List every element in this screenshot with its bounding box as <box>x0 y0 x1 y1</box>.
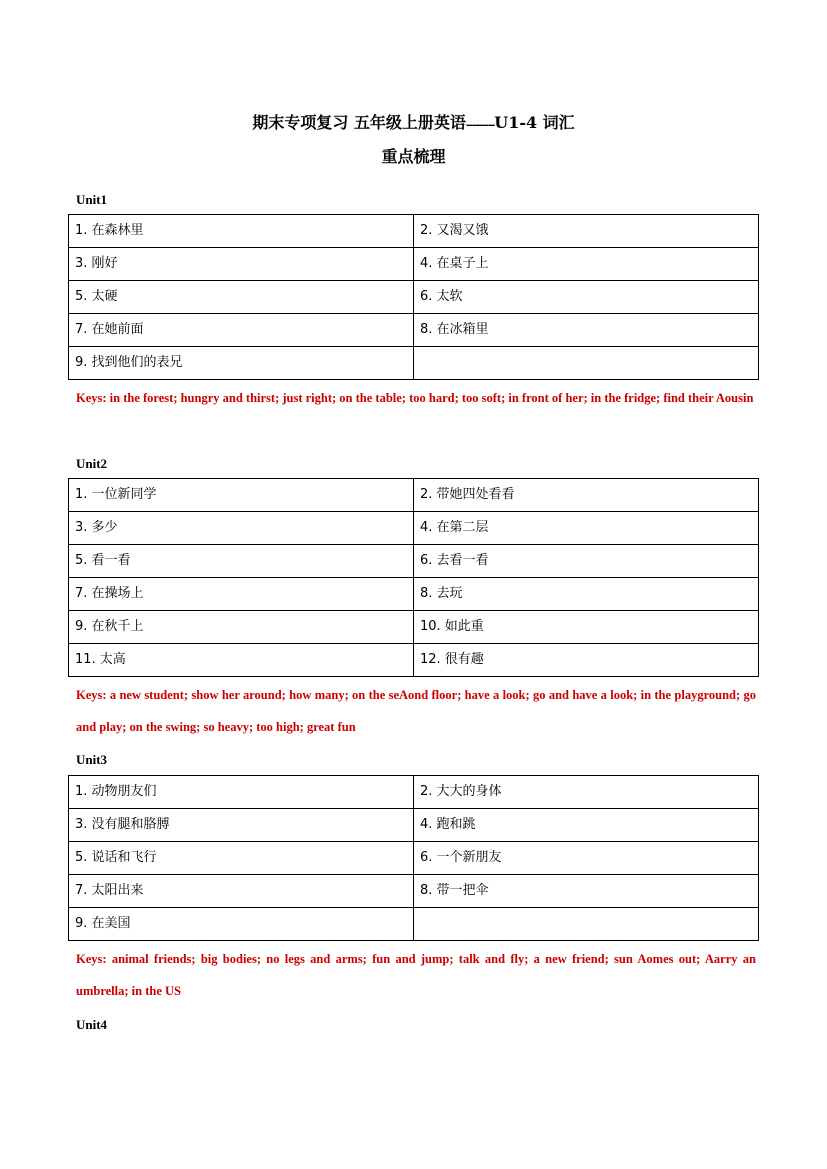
table-cell: 2. 带她四处看看 <box>414 479 759 512</box>
table-cell: 8. 去玩 <box>414 578 759 611</box>
unit2-keys: Keys: a new student; show her around; how many; on the seAond floor; have a look; go and have a look; in the playground; go and play; on the swing; so heavy; too high; great fun <box>76 688 756 734</box>
table-cell: 3. 没有腿和胳膊 <box>69 809 414 842</box>
unit3-table <box>68 775 759 941</box>
table-row <box>69 215 759 248</box>
table-row <box>69 347 759 380</box>
unit1-table <box>68 214 759 380</box>
title-tail: U1-4 词汇 <box>494 113 575 132</box>
table-row <box>69 842 759 875</box>
table-row <box>69 314 759 347</box>
table-row <box>69 512 759 545</box>
table-cell: 4. 在第二层 <box>414 512 759 545</box>
unit2-table <box>68 478 759 677</box>
table-cell: 7. 在操场上 <box>69 578 414 611</box>
table-row <box>69 908 759 941</box>
table-row <box>69 479 759 512</box>
table-row <box>69 809 759 842</box>
table-cell: 7. 太阳出来 <box>69 875 414 908</box>
title-dash: --------- <box>465 120 495 131</box>
unit4-label: Unit4 <box>76 1017 108 1032</box>
table-cell: 2. 又渴又饿 <box>414 215 759 248</box>
document-subtitle: 重点梳理 <box>381 147 446 166</box>
title-main: 期末专项复习 五年级上册英语 <box>252 113 466 132</box>
table-row <box>69 545 759 578</box>
table-cell: 2. 大大的身体 <box>414 776 759 809</box>
table-cell <box>414 347 759 380</box>
document-title <box>0 112 827 137</box>
unit1-label: Unit1 <box>76 192 108 207</box>
unit2-label: Unit2 <box>76 456 108 471</box>
table-cell: 10. 如此重 <box>414 611 759 644</box>
table-cell: 3. 多少 <box>69 512 414 545</box>
table-cell: 4. 在桌子上 <box>414 248 759 281</box>
unit3-keys: Keys: animal friends; big bodies; no legs and arms; fun and jump; talk and fly; a new friend; sun Aomes out; Aarry an umbrella; in the US <box>76 952 756 998</box>
table-cell: 9. 在秋千上 <box>69 611 414 644</box>
table-row <box>69 578 759 611</box>
table-row <box>69 875 759 908</box>
table-cell: 4. 跑和跳 <box>414 809 759 842</box>
table-row <box>69 248 759 281</box>
table-cell: 8. 在冰箱里 <box>414 314 759 347</box>
table-cell: 6. 太软 <box>414 281 759 314</box>
table-cell: 1. 动物朋友们 <box>69 776 414 809</box>
table-row <box>69 644 759 677</box>
table-cell: 12. 很有趣 <box>414 644 759 677</box>
table-cell: 8. 带一把伞 <box>414 875 759 908</box>
table-cell: 11. 太高 <box>69 644 414 677</box>
table-cell: 3. 刚好 <box>69 248 414 281</box>
table-cell: 1. 在森林里 <box>69 215 414 248</box>
table-cell: 5. 看一看 <box>69 545 414 578</box>
table-cell: 5. 说话和飞行 <box>69 842 414 875</box>
unit3-label: Unit3 <box>76 752 108 767</box>
table-cell <box>414 908 759 941</box>
unit1-keys: Keys: in the forest; hungry and thirst; just right; on the table; too hard; too soft; in front of her; in the fridge; find their Aousin <box>76 391 754 405</box>
table-cell: 5. 太硬 <box>69 281 414 314</box>
table-cell: 7. 在她前面 <box>69 314 414 347</box>
table-cell: 6. 一个新朋友 <box>414 842 759 875</box>
table-row <box>69 776 759 809</box>
table-cell: 9. 找到他们的表兄 <box>69 347 414 380</box>
table-row <box>69 281 759 314</box>
table-cell: 6. 去看一看 <box>414 545 759 578</box>
table-row <box>69 611 759 644</box>
table-cell: 9. 在美国 <box>69 908 414 941</box>
table-cell: 1. 一位新同学 <box>69 479 414 512</box>
